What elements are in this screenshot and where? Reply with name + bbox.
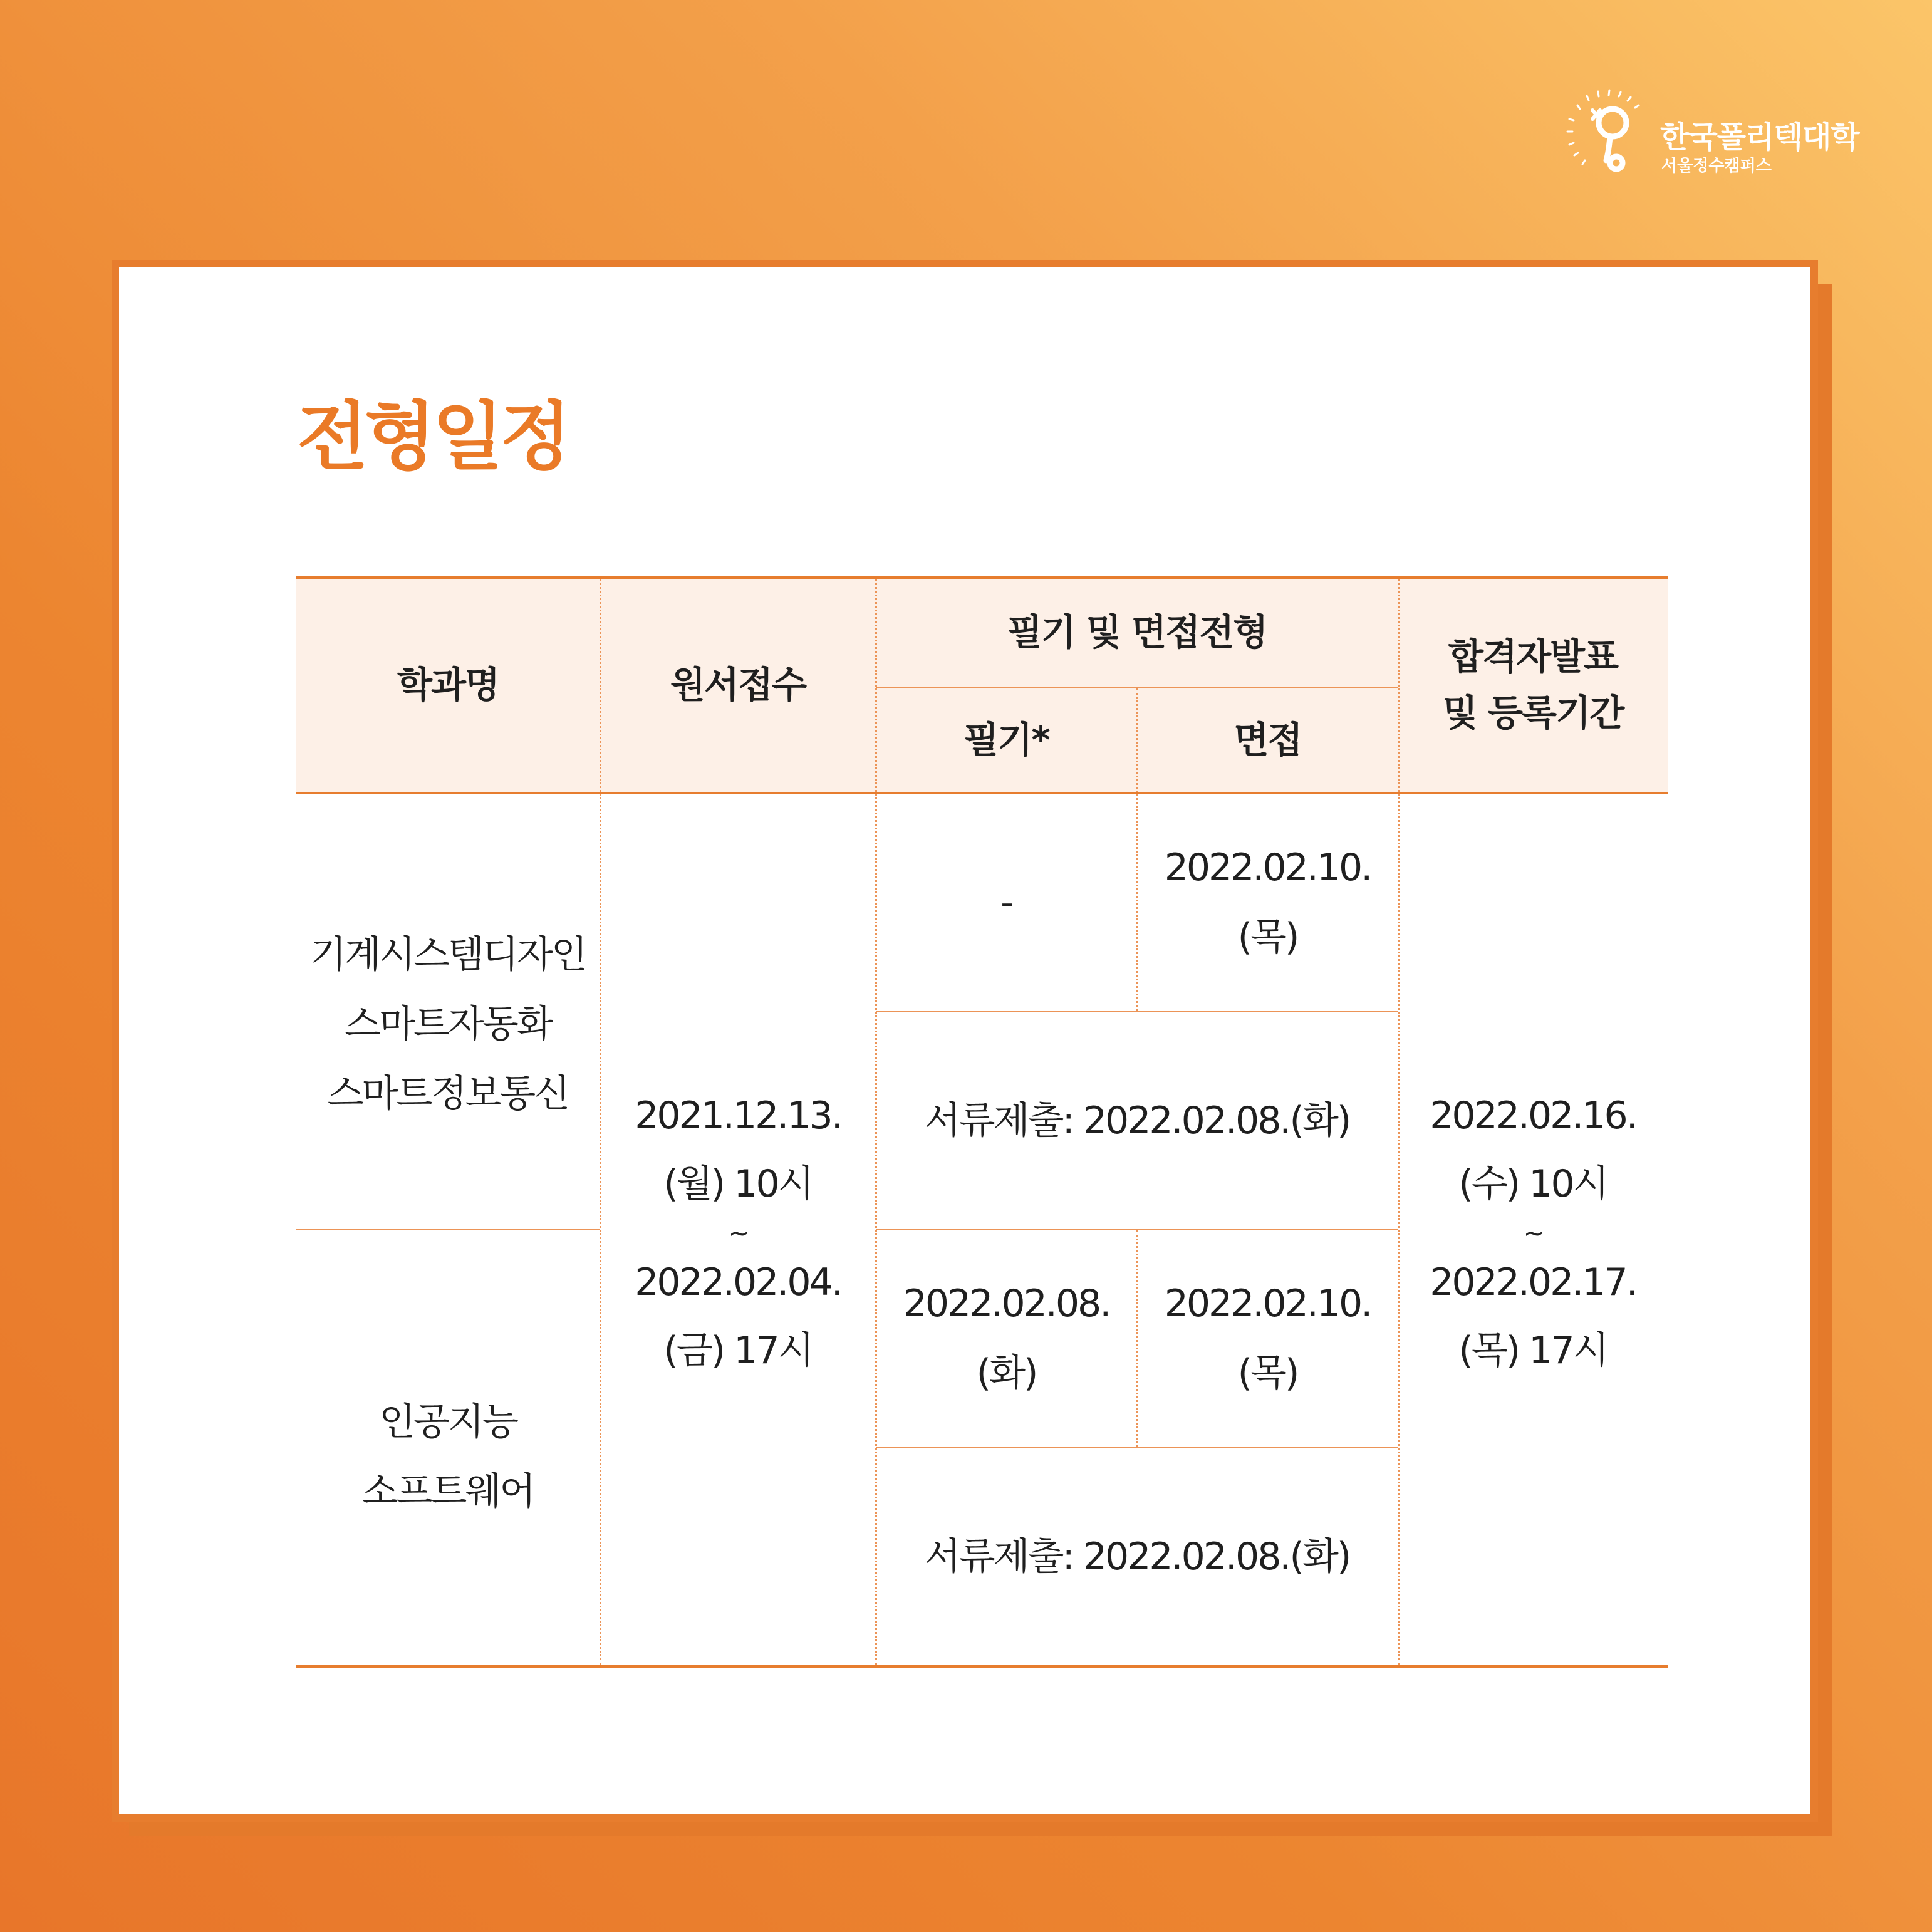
- period-line: (금) 17시: [663, 1329, 813, 1373]
- group2-interview: [1137, 1230, 1398, 1447]
- header-written: [876, 688, 1137, 793]
- documents-value: 서류제출: 2022.02.08.(화): [924, 1098, 1350, 1143]
- header-interview-label: 면접: [1233, 719, 1302, 762]
- header-dept: [296, 578, 600, 793]
- written-value: -: [1000, 880, 1012, 925]
- logo-campus: 서울정수캠퍼스: [1661, 157, 1772, 175]
- header-application-label: 원서접수: [670, 663, 806, 707]
- group1-written: [876, 794, 1137, 1011]
- period-tilde: ~: [1523, 1219, 1543, 1248]
- col-divider: [1136, 1230, 1138, 1447]
- header-result-line1: 합격자발표: [1448, 635, 1618, 678]
- header-dept-label: 학과명: [397, 663, 499, 707]
- group2-inner-rule: [876, 1447, 1398, 1448]
- application-period: [600, 794, 876, 1666]
- group1-interview: [1137, 794, 1398, 1011]
- header-result-line2: 및 등록기간: [1442, 692, 1624, 734]
- period-line: 2022.02.17.: [1430, 1260, 1636, 1304]
- col-divider: [1136, 688, 1138, 1011]
- header-exam-group: [876, 578, 1398, 688]
- col-divider: [600, 579, 601, 1665]
- period-tilde: ~: [728, 1219, 748, 1248]
- header-interview: [1137, 688, 1398, 793]
- dept-name: 스마트자동화: [345, 1002, 551, 1046]
- written-day: (화): [976, 1351, 1037, 1395]
- header-written-label: 필기*: [963, 719, 1049, 762]
- period-line: 2021.12.13.: [635, 1093, 841, 1138]
- schedule-table: [296, 576, 1668, 1666]
- col-divider: [1398, 579, 1400, 1665]
- col-divider: [875, 579, 877, 1665]
- group1-inner-rule: [876, 1011, 1398, 1012]
- result-period: [1398, 794, 1668, 1666]
- period-line: 2022.02.04.: [635, 1260, 841, 1304]
- period-line: (수) 10시: [1458, 1161, 1607, 1206]
- documents-value: 서류제출: 2022.02.08.(화): [924, 1534, 1350, 1579]
- interview-date: 2022.02.10.: [1164, 846, 1371, 890]
- polytech-emblem-icon: [1561, 84, 1655, 178]
- header-result: [1398, 578, 1668, 793]
- dept-name: 스마트정보통신: [327, 1071, 569, 1116]
- interview-day: (목): [1237, 915, 1298, 959]
- group1-depts: [296, 794, 600, 1229]
- dept-name: 소프트웨어: [361, 1470, 534, 1514]
- dept-name: 기계시스템디자인: [310, 932, 586, 977]
- header-exam-group-label: 필기 및 면접전형: [1007, 611, 1267, 654]
- header-bottom-rule: [296, 792, 1668, 794]
- table-bottom-rule: [296, 1665, 1668, 1668]
- group-divider-dept: [296, 1229, 600, 1230]
- logo-name: 한국폴리텍대학: [1660, 120, 1859, 155]
- period-line: 2022.02.16.: [1430, 1093, 1636, 1138]
- page-title: 전형일정: [297, 393, 568, 480]
- written-date: 2022.02.08.: [903, 1282, 1110, 1326]
- group2-documents: [876, 1448, 1398, 1665]
- group1-documents: [876, 1012, 1398, 1229]
- header-application: [600, 578, 876, 793]
- group2-written: [876, 1230, 1137, 1447]
- period-line: (월) 10시: [663, 1161, 813, 1206]
- period-line: (목) 17시: [1458, 1329, 1607, 1373]
- polytech-logo: [1561, 84, 1862, 178]
- interview-date: 2022.02.10.: [1164, 1282, 1371, 1326]
- group2-depts: [296, 1229, 600, 1666]
- interview-day: (목): [1237, 1351, 1298, 1395]
- dept-name: 인공지능: [379, 1400, 517, 1444]
- table-top-rule: [296, 576, 1668, 579]
